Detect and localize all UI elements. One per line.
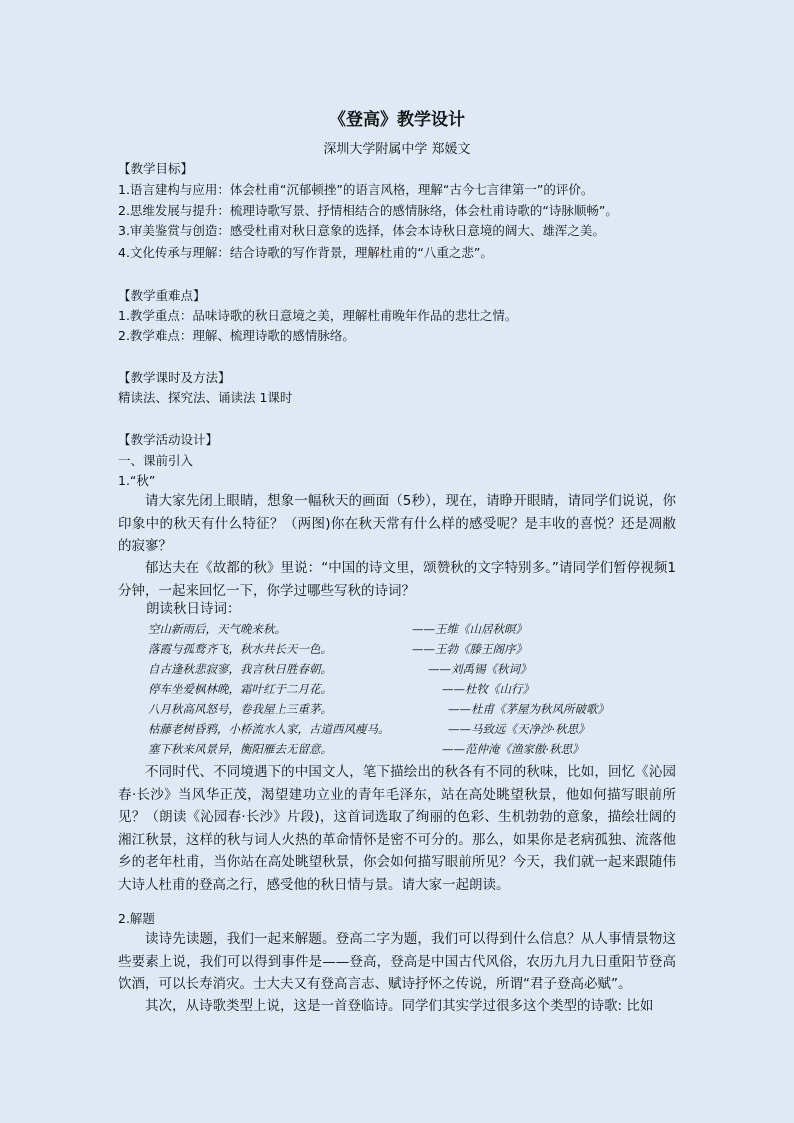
- activity-heading: 【教学活动设计】: [118, 432, 219, 447]
- poem-text: 枯藤老树昏鸦，小桥流水人家，古道西风瘦马。: [148, 722, 390, 736]
- poem-line: [148, 681, 534, 697]
- paragraph: 读诗先读题，我们一起来解题。登高二字为题，我们可以得到什么信息？从人事情景物这些要素上说，我们可以得到事件是——登高，登高是中国古代风俗，农历九月九日重阳节登高饮酒，可以长寿消灾。士大夫又有登高言志、赋诗抒怀之传说，所谓“君子登高必赋”。: [118, 931, 676, 992]
- poem-text: 停车坐爱枫林晚，霜叶红于二月花。: [148, 682, 332, 696]
- poem-source: ——马致远《天净沙·秋思》: [448, 722, 590, 736]
- poem-line: [148, 701, 609, 717]
- keypoint-item: 2.教学难点：理解、梳理诗歌的感情脉络。: [118, 328, 355, 343]
- paragraph: 请大家先闭上眼睛，想象一幅秋天的画面（5秒），现在，请睁开眼睛，请同学们说说，你印象中的秋天有什么特征？（两图)你在秋天常有什么样的感受呢？是丰收的喜悦？还是凋敝的寂寥？: [118, 493, 676, 554]
- document-title: 《登高》教学设计: [329, 110, 465, 130]
- activity-sub1: 1.“秋”: [118, 473, 156, 488]
- poem-line: [148, 641, 527, 657]
- poem-text: 自古逢秋悲寂寥，我言秋日胜春朝。: [148, 662, 332, 676]
- poem-text: 落霞与孤鹜齐飞，秋水共长天一色。: [148, 642, 332, 656]
- keypoint-item: 1.教学重点：品味诗歌的秋日意境之美，理解杜甫晚年作品的悲壮之情。: [118, 308, 518, 323]
- poem-source: ——杜甫《茅屋为秋风所破歌》: [448, 702, 609, 716]
- recite-label: 朗读秋日诗词：: [146, 601, 241, 617]
- activity-sub2: 2.解题: [118, 911, 155, 926]
- paragraph: 其次，从诗歌类型上说，这是一首登临诗。同学们其实学过很多这个类型的诗歌: 比如: [145, 998, 654, 1014]
- poem-line: [148, 721, 590, 737]
- paragraph: 郁达夫在《故都的秋》里说：“中国的诗文里，颂赞秋的文字特别多。”请同学们暂停视频1分钟，一起来回忆一下，你学过哪些写秋的诗词？: [118, 560, 676, 599]
- goals-heading: 【教学目标】: [118, 161, 194, 176]
- goal-item: 3.审美鉴赏与创造：感受杜甫对秋日意象的选择，体会本诗秋日意境的阔大、雄浑之美。: [118, 223, 605, 238]
- poem-source: ——王维《山居秋暝》: [412, 622, 527, 636]
- keypoints-heading: 【教学重难点】: [118, 288, 206, 303]
- poem-source: ——王勃《滕王阁序》: [412, 642, 527, 656]
- poem-source: ——刘禹锡《秋词》: [428, 662, 532, 676]
- paragraph: 不同时代、不同境遇下的中国文人，笔下描绘出的秋各有不同的秋味，比如，回忆《沁园春·长沙》当风华正茂，渴望建功立业的青年毛泽东，站在高处眺望秋景，他如何描写眼前所见？（朗读《沁园春·长沙》片段)，这首词选取了绚丽的色彩、生机勃勃的意象，描绘壮阔的湘江秋景，这样的秋与词人火热的革命情怀是密不可分的。那么，如果你是老病孤独、流落他乡的老年杜甫，当你站在高处眺望秋景，你会如何描写眼前所见？今天，我们就一起来跟随伟大诗人杜甫的登高之行，感受他的秋日情与景。请大家一起朗读。: [118, 764, 676, 893]
- method-heading: 【教学课时及方法】: [118, 370, 231, 385]
- document-author: 深圳大学附属中学 郑媛文: [323, 142, 471, 157]
- poem-source: ——杜牧《山行》: [442, 682, 534, 696]
- goal-item: 4.文化传承与理解：结合诗歌的写作背景，理解杜甫的“八重之悲”。: [118, 245, 493, 260]
- poem-text: 空山新雨后，天气晚来秋。: [148, 622, 286, 636]
- poem-text: 塞下秋来风景异，衡阳雁去无留意。: [148, 742, 332, 756]
- goal-item: 2.思维发展与提升：梳理诗歌写景、抒情相结合的感情脉络，体会杜甫诗歌的“诗脉顺畅”。: [118, 203, 618, 218]
- poem-line: [148, 661, 532, 677]
- goal-item: 1.语言建构与应用：体会杜甫“沉郁顿挫”的语言风格，理解“古今七言律第一”的评价。: [118, 182, 594, 197]
- poem-source: ——范仲淹《渔家傲·秋思》: [442, 742, 584, 756]
- poem-line: [148, 741, 584, 757]
- method-text: 精读法、探究法、诵读法 1课时: [118, 390, 293, 405]
- poem-text: 八月秋高风怒号，卷我屋上三重茅。: [148, 702, 332, 716]
- poem-line: [148, 621, 527, 637]
- activity-part1: 一、课前引入: [118, 453, 194, 468]
